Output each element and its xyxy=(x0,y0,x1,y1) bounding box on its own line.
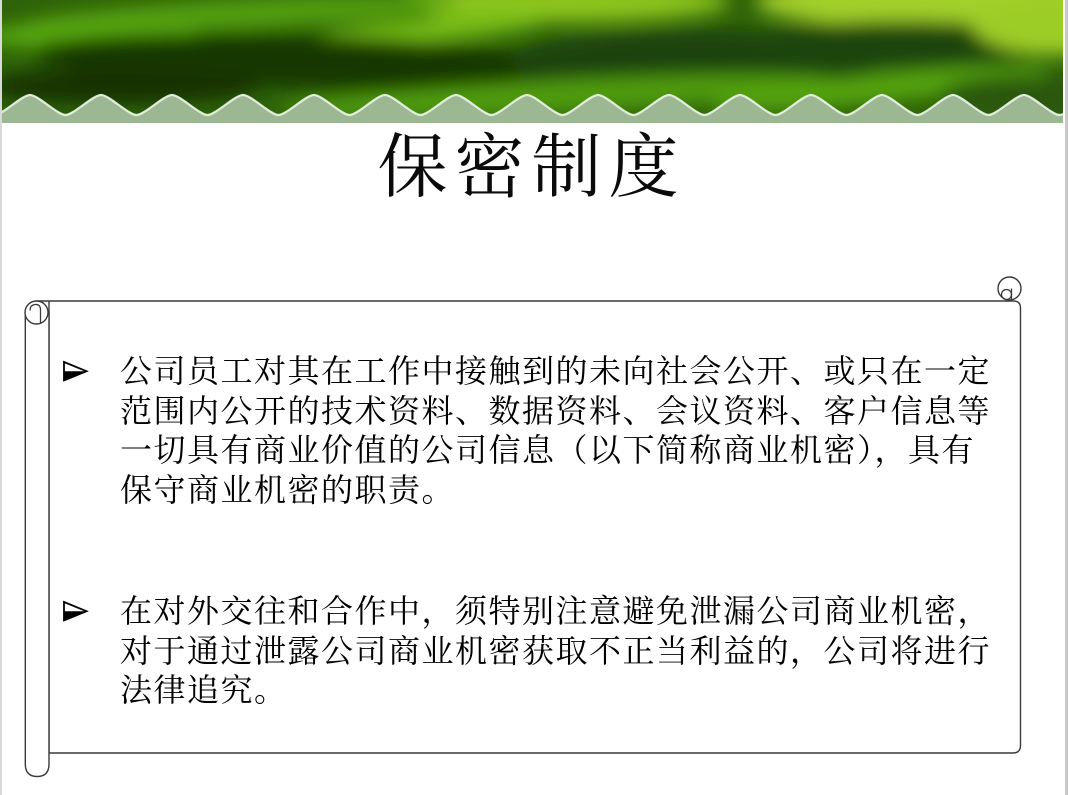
arrowhead-bullet-icon xyxy=(62,352,120,388)
page-title: 保密制度 xyxy=(377,130,686,207)
bullet-text-line: 法律追究。 xyxy=(120,672,288,709)
bullet-item xyxy=(62,352,1012,510)
slide-left-border xyxy=(0,0,2,795)
bullet-text-line: 保守商业机密的职责。 xyxy=(120,471,456,508)
bullet-text-line: 一切具有商业价值的公司信息（以下简称商业机密），具有 xyxy=(120,432,976,469)
bullet-text-line: 对于通过泄露公司商业机密获取不正当利益的，公司将进行 xyxy=(120,632,992,669)
scroll-left-roll xyxy=(25,312,49,777)
arrowhead-bullet-icon xyxy=(62,592,120,628)
bullet-text-line: 范围内公开的技术资料、数据资料、会议资料、客户信息等 xyxy=(120,392,992,429)
bullet-text-line: 在对外交往和合作中，须特别注意避免泄漏公司商业机密， xyxy=(120,593,992,629)
bullet-text-line: 公司员工对其在工作中接触到的未向社会公开、或只在一定 xyxy=(120,353,992,389)
bullet-item xyxy=(62,592,1012,711)
